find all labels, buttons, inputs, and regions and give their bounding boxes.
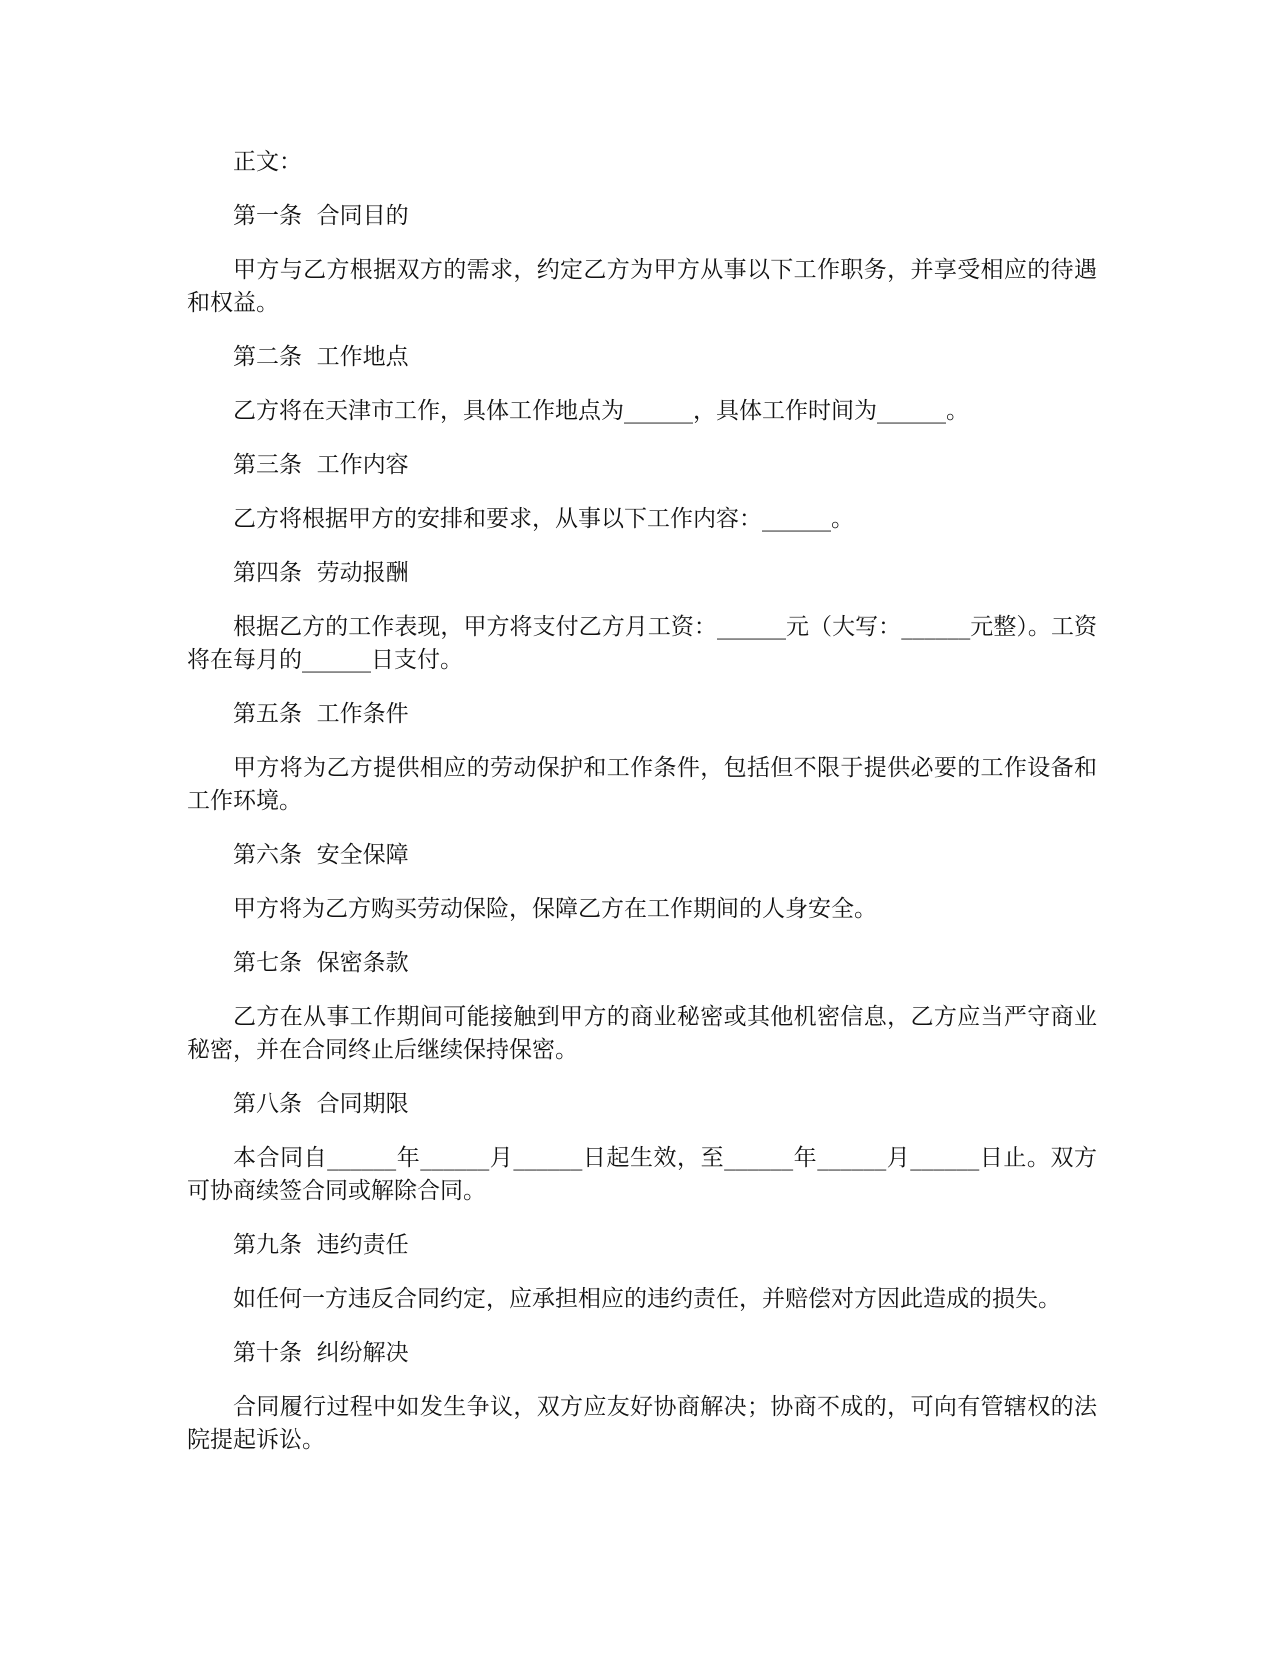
section-9-body: 如任何一方违反合同约定，应承担相应的违约责任，并赔偿对方因此造成的损失。	[233, 1286, 1061, 1312]
section-1-body: 甲方与乙方根据双方的需求，约定乙方为甲方从事以下工作职务，并享受相应的待遇和权益。	[187, 257, 1097, 316]
section-5-body: 甲方将为乙方提供相应的劳动保护和工作条件，包括但不限于提供必要的工作设备和工作环境。	[187, 755, 1097, 814]
section-2-title: 第二条 工作地点	[233, 344, 409, 370]
section-5-title: 第五条 工作条件	[233, 701, 409, 727]
section-10-body: 合同履行过程中如发生争议，双方应友好协商解决；协商不成的，可向有管辖权的法院提起诉讼。	[187, 1394, 1097, 1453]
section-10-title: 第十条 纠纷解决	[233, 1340, 409, 1366]
contract-body	[187, 146, 1097, 1478]
section-9-title: 第九条 违约责任	[233, 1232, 409, 1258]
section-4-body: 根据乙方的工作表现，甲方将支付乙方月工资：______元（大写：______元整）。工资将在每月的______日支付。	[187, 614, 1097, 673]
section-4-title: 第四条 劳动报酬	[233, 560, 409, 586]
section-6-body: 甲方将为乙方购买劳动保险，保障乙方在工作期间的人身安全。	[233, 896, 877, 922]
section-3-body: 乙方将根据甲方的安排和要求，从事以下工作内容：______。	[233, 506, 854, 532]
section-7-body: 乙方在从事工作期间可能接触到甲方的商业秘密或其他机密信息，乙方应当严守商业秘密，并在合同终止后继续保持保密。	[187, 1004, 1097, 1063]
section-6-title: 第六条 安全保障	[233, 842, 409, 868]
section-1-title: 第一条 合同目的	[233, 203, 409, 229]
section-8-body: 本合同自______年______月______日起生效，至______年______月______日止。双方可协商续签合同或解除合同。	[187, 1145, 1097, 1204]
section-8-title: 第八条 合同期限	[233, 1091, 409, 1117]
section-3-title: 第三条 工作内容	[233, 452, 409, 478]
intro-label: 正文：	[233, 149, 302, 175]
section-2-body: 乙方将在天津市工作，具体工作地点为______，具体工作时间为______。	[233, 398, 969, 424]
section-7-title: 第七条 保密条款	[233, 950, 409, 976]
